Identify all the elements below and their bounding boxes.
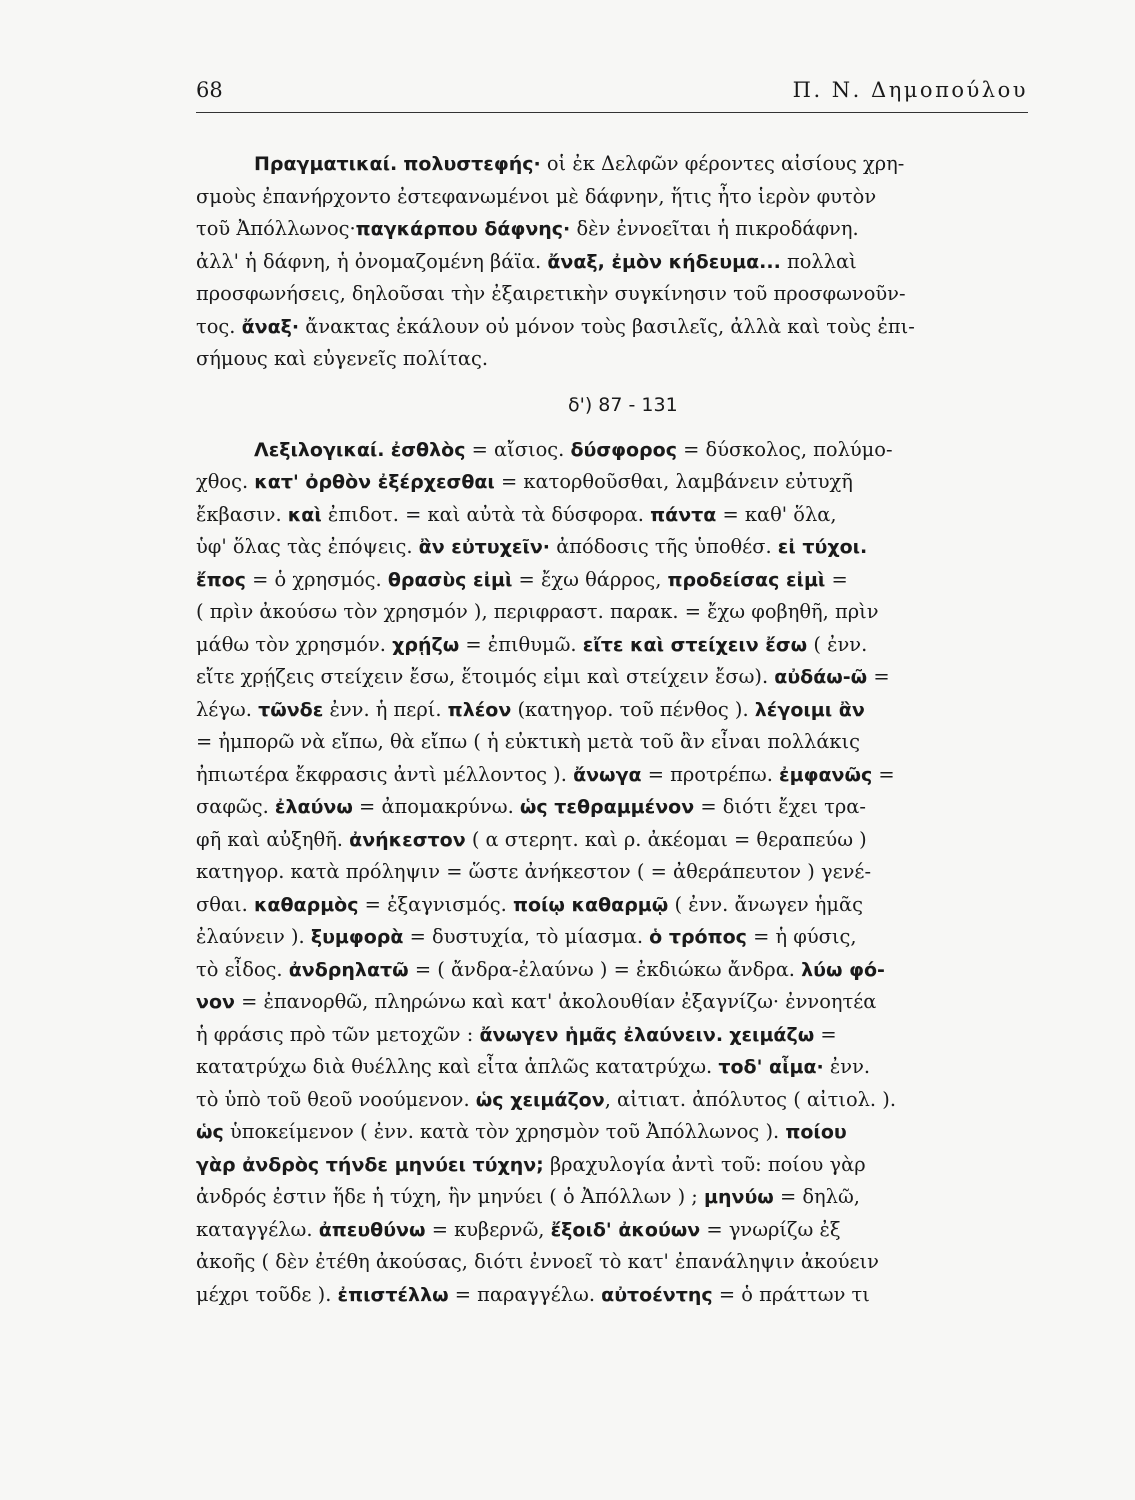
gloss-text: = bbox=[867, 665, 890, 688]
gloss-text: προσφωνήσεις, δηλοῦσαι τὴν ἐξαιρετικὴν συγκίνησιν τοῦ προσφωνοῦν- bbox=[196, 282, 906, 305]
gloss-text: ἀκοῆς ( δὲν ἐτέθη ἀκούσας, διότι ἐννοεῖ τὸ κατ' ἐπανάληψιν ἀκούειν bbox=[196, 1250, 879, 1273]
text-line bbox=[196, 1279, 1028, 1312]
lemma-term: χρῄζω bbox=[392, 633, 460, 656]
text-line bbox=[196, 343, 1028, 376]
gloss-text: εἴτε χρῄζεις στείχειν ἔσω, ἕτοιμός εἰμι καὶ στείχειν ἔσω). bbox=[196, 665, 775, 688]
gloss-text: (κατηγορ. τοῦ πένθος ). bbox=[511, 697, 755, 721]
lemma-term: ξυμφορὰ bbox=[310, 926, 404, 948]
gloss-text: οἱ ἐκ Δελφῶν φέροντες αἰσίους χρη- bbox=[540, 152, 905, 175]
gloss-text: ἐλαύνειν ). bbox=[196, 925, 311, 948]
lemma-term: δύσφορος bbox=[570, 438, 677, 461]
gloss-text: πολλαὶ bbox=[780, 249, 857, 273]
lemma-term: ὡς χειμάζον bbox=[475, 1088, 605, 1111]
gloss-text: σθαι. bbox=[196, 892, 254, 916]
lemma-term: λύω φό- bbox=[801, 958, 885, 981]
gloss-text: = ἡ φύσις, bbox=[746, 925, 857, 948]
body-text bbox=[196, 148, 1028, 1311]
paragraph-pragmatikai bbox=[196, 148, 1028, 376]
lemma-term: ἀνήκεστον bbox=[349, 828, 466, 851]
text-line bbox=[196, 791, 1028, 824]
gloss-text: τοῦ Ἀπόλλωνος· bbox=[196, 217, 356, 240]
gloss-text: = ὁ πράττων τι bbox=[712, 1282, 870, 1306]
gloss-text: φῆ καὶ αὐξηθῆ. bbox=[196, 827, 350, 851]
gloss-text: ( ἐνν. ἄνωγεν ἡμᾶς bbox=[668, 892, 863, 916]
lemma-term: ὡς τεθραμμένον bbox=[519, 796, 695, 818]
gloss-text: ( ἐνν. bbox=[807, 632, 868, 656]
lemma-term: ὡς bbox=[196, 1121, 224, 1143]
gloss-text: = ἐπιθυμῶ. bbox=[459, 632, 583, 656]
gloss-text: = παραγγέλω. bbox=[448, 1282, 602, 1306]
text-line bbox=[196, 531, 1028, 564]
gloss-text: σαφῶς. bbox=[196, 795, 275, 818]
gloss-text: = bbox=[825, 567, 848, 591]
gloss-text: , αἰτιατ. ἀπόλυτος ( αἰτιολ. ). bbox=[604, 1087, 896, 1111]
gloss-text: λέγω. bbox=[196, 697, 259, 721]
paragraph-lexilogikai bbox=[196, 434, 1028, 1312]
gloss-text: = διότι ἔχει τρα- bbox=[694, 795, 866, 818]
gloss-text: = bbox=[872, 762, 895, 786]
gloss-text: βραχυλογία ἀντὶ τοῦ: ποίου γὰρ bbox=[543, 1152, 866, 1176]
gloss-text: σήμους καὶ εὐγενεῖς πολίτας. bbox=[196, 347, 489, 370]
lemma-term: αὐδάω-ῶ bbox=[774, 666, 868, 688]
page-number: 68 bbox=[196, 78, 223, 102]
gloss-text: = ἔχω θάρρος, bbox=[512, 567, 668, 591]
lemma-term: γὰρ ἀνδρὸς τήνδε μηνύει τύχην; bbox=[196, 1153, 544, 1176]
gloss-text: ( πρὶν ἀκούσω τὸν χρησμόν ), περιφραστ. παρακ. = ἔχω φοβηθῆ, πρὶν bbox=[196, 600, 879, 623]
gloss-text: = ὁ χρησμός. bbox=[245, 567, 388, 591]
gloss-text: = καθ' ὅλα, bbox=[716, 502, 837, 526]
lemma-term: προδείσας εἰμὶ bbox=[667, 568, 826, 591]
gloss-text: τὸ εἶδος. bbox=[196, 957, 289, 981]
gloss-text: = ( ἄνδρα-ἐλαύνω ) = ἐκδιώκω ἄνδρα. bbox=[408, 957, 802, 981]
gloss-text: = δηλῶ, bbox=[773, 1185, 860, 1208]
gloss-text: ἄνακτας ἐκάλουν οὐ μόνον τοὺς βασιλεῖς, ἀλλὰ καὶ τοὺς ἐπι- bbox=[299, 314, 915, 338]
lemma-term: ἀνδρηλατῶ bbox=[288, 958, 409, 981]
gloss-text: = ἠμπορῶ νὰ εἴπω, θὰ εἴπω ( ἡ εὐκτικὴ μετὰ τοῦ ἂν εἶναι πολλάκις bbox=[196, 730, 860, 753]
lemma-term: ὁ τρόπος bbox=[649, 926, 747, 948]
text-line bbox=[196, 856, 1028, 889]
gloss-text: ἀπόδοσις τῆς ὑποθέσ. bbox=[550, 535, 778, 558]
gloss-text: τος. bbox=[196, 314, 242, 338]
gloss-text: = κατορθοῦσθαι, λαμβάνειν εὐτυχῆ bbox=[494, 470, 853, 493]
gloss-text: ὑφ' ὅλας τὰς ἐπόψεις. bbox=[196, 535, 419, 558]
gloss-text: τὸ ὑπὸ τοῦ θεοῦ νοούμενον. bbox=[196, 1087, 476, 1111]
gloss-text: ἐνν. bbox=[823, 1055, 871, 1078]
gloss-text: = αἴσιος. bbox=[465, 437, 571, 461]
lemma-term: τοδ' αἷμα· bbox=[718, 1056, 824, 1078]
text-line bbox=[196, 1116, 1028, 1149]
lemma-term: ἄναξ· bbox=[241, 315, 300, 338]
lemma-term: πολυστεφής· bbox=[403, 153, 541, 175]
text-line bbox=[196, 824, 1028, 857]
lemma-term: ἐλαύνω bbox=[274, 796, 353, 818]
text-line bbox=[196, 1051, 1028, 1084]
lemma-term: ἐσθλὸς bbox=[390, 438, 466, 461]
text-line bbox=[196, 1214, 1028, 1247]
gloss-text: ἠπιωτέρα ἔκφρασις ἀντὶ μέλλοντος ). bbox=[196, 762, 574, 786]
lemma-term: ποίου bbox=[785, 1121, 847, 1143]
lemma-term: ἄναξ, ἐμὸν κήδευμα... bbox=[547, 250, 781, 273]
gloss-text: ἐνν. ἡ περί. bbox=[323, 697, 448, 721]
gloss-text: = προτρέπω. bbox=[641, 762, 780, 786]
gloss-text: καταγγέλω. bbox=[196, 1217, 319, 1241]
text-line bbox=[196, 921, 1028, 954]
text-line bbox=[196, 278, 1028, 311]
gloss-text: = δύσκολος, πολύμο- bbox=[676, 437, 893, 461]
gloss-text: = bbox=[814, 1022, 837, 1046]
lemma-term: καθαρμὸς bbox=[253, 893, 359, 916]
gloss-text: δὲν ἐννοεῖται ἡ πικροδάφνη. bbox=[570, 217, 859, 240]
text-line bbox=[196, 1019, 1028, 1052]
gloss-text: κατατρύχω διὰ θυέλλης καὶ εἶτα ἁπλῶς κατατρύχω. bbox=[196, 1055, 719, 1078]
lemma-term: παγκάρπου δάφνης· bbox=[355, 218, 571, 240]
text-line bbox=[196, 434, 1028, 467]
text-line bbox=[196, 889, 1028, 922]
text-line bbox=[196, 311, 1028, 344]
lemma-term: ποίῳ καθαρμῷ bbox=[512, 893, 669, 916]
text-line bbox=[196, 564, 1028, 597]
gloss-text: χθος. bbox=[196, 470, 255, 493]
text-line bbox=[196, 726, 1028, 759]
gloss-text: = γνωρίζω ἐξ bbox=[700, 1217, 841, 1241]
lemma-term: ἔπος bbox=[196, 568, 246, 591]
lemma-term: καὶ bbox=[287, 503, 322, 526]
lemma-term: νον bbox=[196, 991, 235, 1013]
lemma-term: θρασὺς εἰμὶ bbox=[387, 568, 513, 591]
text-line bbox=[196, 499, 1028, 532]
text-line bbox=[196, 1149, 1028, 1182]
text-line bbox=[196, 661, 1028, 694]
lemma-term: ἄνωγα bbox=[573, 763, 642, 786]
gloss-text: ἡ φράσις πρὸ τῶν μετοχῶν : bbox=[196, 1022, 480, 1046]
text-line bbox=[196, 148, 1028, 181]
lemma-term: πάντα bbox=[650, 503, 717, 526]
lemma-term: Πραγματικαί. bbox=[254, 153, 398, 175]
text-line bbox=[196, 596, 1028, 629]
lemma-term: ἔξοιδ' ἀκούων bbox=[550, 1218, 701, 1241]
text-line bbox=[196, 759, 1028, 792]
gloss-text: κατηγορ. κατὰ πρόληψιν = ὥστε ἀνήκεστον ( = ἀθεράπευτον ) γενέ- bbox=[196, 860, 872, 883]
gloss-text: = δυστυχία, τὸ μίασμα. bbox=[403, 925, 650, 948]
gloss-text: μάθω τὸν χρησμόν. bbox=[196, 632, 393, 656]
text-line bbox=[196, 181, 1028, 214]
lemma-term: Λεξιλογικαί. bbox=[254, 438, 385, 461]
text-line bbox=[196, 466, 1028, 499]
section-heading: δ') 87 - 131 bbox=[568, 393, 678, 416]
gloss-text: = ἐπανορθῶ, πληρώνω καὶ κατ' ἀκολουθίαν ἐξαγνίζω· ἐννοητέα bbox=[234, 990, 877, 1013]
text-line bbox=[196, 1084, 1028, 1117]
lemma-term: μηνύω bbox=[704, 1186, 774, 1208]
text-line bbox=[196, 694, 1028, 727]
text-line bbox=[196, 986, 1028, 1019]
gloss-text: = κυβερνῶ, bbox=[425, 1217, 551, 1241]
text-line bbox=[196, 1246, 1028, 1279]
gloss-text: μέχρι τοῦδε ). bbox=[196, 1282, 338, 1306]
gloss-text: ( α στερητ. καὶ ρ. ἀκέομαι = θεραπεύω ) bbox=[465, 827, 867, 851]
lemma-term: αὐτοέντης bbox=[601, 1283, 713, 1306]
lemma-term: ἀπευθύνω bbox=[318, 1218, 426, 1241]
gloss-text: = ἀπομακρύνω. bbox=[352, 795, 520, 818]
gloss-text: = ἐξαγνισμός. bbox=[358, 892, 513, 916]
text-line bbox=[196, 629, 1028, 662]
lemma-term: εἰ τύχοι. bbox=[777, 536, 868, 558]
lemma-term: ἄνωγεν ἡμᾶς ἐλαύνειν. bbox=[479, 1023, 724, 1046]
lemma-term: τῶνδε bbox=[258, 698, 324, 721]
lemma-term: ἐπιστέλλω bbox=[337, 1283, 449, 1306]
lemma-term: χειμάζω bbox=[729, 1023, 815, 1046]
text-line bbox=[196, 213, 1028, 246]
gloss-text: ἀλλ' ἡ δάφνη, ἡ ὀνομαζομένη βάϊα. bbox=[196, 249, 548, 273]
lemma-term: ἐμφανῶς bbox=[779, 763, 873, 786]
text-line bbox=[196, 246, 1028, 279]
gloss-text: ὑποκείμενον ( ἐνν. κατὰ τὸν χρησμὸν τοῦ Ἀπόλλωνος ). bbox=[223, 1120, 786, 1143]
lemma-term: κατ' ὀρθὸν ἐξέρχεσθαι bbox=[254, 471, 495, 493]
gloss-text: ἔκβασιν. bbox=[196, 502, 288, 526]
text-line bbox=[196, 954, 1028, 987]
running-head: Π. Ν. Δημοπούλου bbox=[792, 78, 1028, 102]
gloss-text: ἀνδρός ἐστιν ἥδε ἡ τύχη, ἣν μηνύει ( ὁ Ἀπόλλων ) ; bbox=[196, 1185, 705, 1208]
gloss-text: ἐπιδοτ. = καὶ αὐτὰ τὰ δύσφορα. bbox=[321, 502, 651, 526]
lemma-term: εἴτε καὶ στείχειν ἔσω bbox=[582, 633, 808, 656]
gloss-text: σμοὺς ἐπανήρχοντο ἐστεφανωμένοι μὲ δάφνην, ἥτις ἦτο ἱερὸν φυτὸν bbox=[196, 184, 877, 208]
lemma-term: ἂν εὐτυχεῖν· bbox=[418, 536, 551, 558]
lemma-term: πλέον bbox=[447, 698, 512, 721]
text-line bbox=[196, 1181, 1028, 1214]
lemma-term: λέγοιμι ἂν bbox=[754, 698, 865, 721]
page-header bbox=[196, 76, 1028, 113]
